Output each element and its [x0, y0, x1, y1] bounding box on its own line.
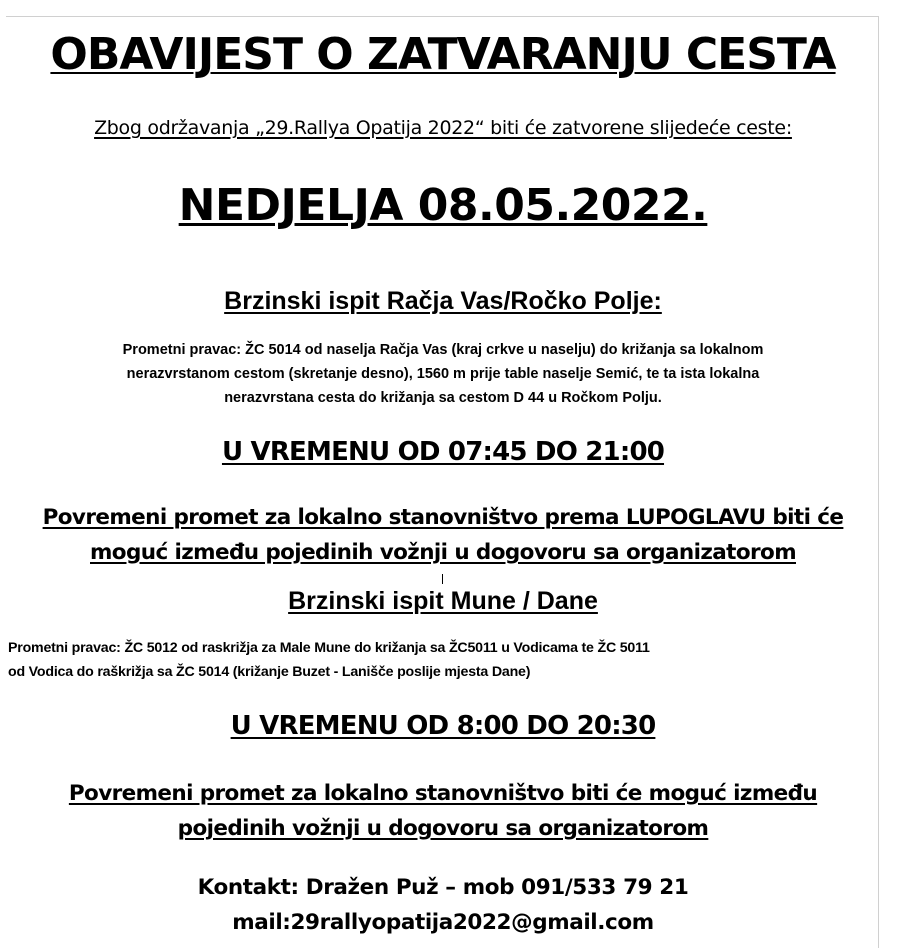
contact-phone: Kontakt: Dražen Puž – mob 091/533 79 21 [197, 875, 689, 900]
contact-block [0, 870, 886, 940]
section-2-time: U VREMENU OD 8:00 DO 20:30 [230, 711, 656, 741]
section-2-traffic-line: pojedinih vožnji u dogovoru sa organizatorom [177, 816, 709, 841]
notice-date: NEDJELJA 08.05.2022. [178, 180, 708, 231]
section-1-traffic-line: Povremeni promet za lokalno stanovništvo prema LUPOGLAVU biti će [42, 505, 844, 530]
section-2-traffic-note [0, 776, 886, 846]
section-1-description-line: Prometni pravac: ŽC 5014 od naselja Račja Vas (kraj crkve u naselju) do križanja sa lokalnom [122, 342, 764, 358]
section-2-description-line: Prometni pravac: ŽC 5012 od raskrižja za Male Mune do križanja sa ŽC5011 u Vodicama te ŽC 5011 [8, 640, 650, 656]
section-1-heading: Brzinski ispit Račja Vas/Ročko Polje: [224, 287, 662, 315]
section-1-time: U VREMENU OD 07:45 DO 21:00 [221, 437, 665, 467]
section-1-description-line: nerazvrstanom cestom (skretanje desno), 1560 m prije table naselje Semić, te ta ista lokalna [126, 366, 760, 382]
notice-intro: Zbog održavanja „29.Rallya Opatija 2022“ biti će zatvorene slijedeće ceste: [94, 117, 792, 139]
section-1-description-line: nerazvrstana cesta do križanja sa cestom D 44 u Ročkom Polju. [224, 390, 662, 406]
section-1-description [30, 338, 856, 410]
notice-title: OBAVIJEST O ZATVARANJU CESTA [50, 29, 836, 80]
section-1-traffic-line: moguć između pojedinih vožnji u dogovoru sa organizatorom [90, 540, 796, 565]
divider-tick [442, 574, 443, 584]
section-2-description [8, 636, 880, 684]
contact-email: mail:29rallyopatija2022@gmail.com [232, 910, 654, 935]
section-2-description-line: od Vodica do raškrižja sa ŽC 5014 (križanje Buzet - Lanišče poslije mjesta Dane) [8, 664, 531, 680]
section-1-traffic-note [0, 500, 886, 570]
page-border-top [6, 16, 878, 17]
section-2-heading: Brzinski ispit Mune / Dane [288, 587, 598, 615]
section-2-traffic-line: Povremeni promet za lokalno stanovništvo biti će moguć između [68, 781, 818, 806]
